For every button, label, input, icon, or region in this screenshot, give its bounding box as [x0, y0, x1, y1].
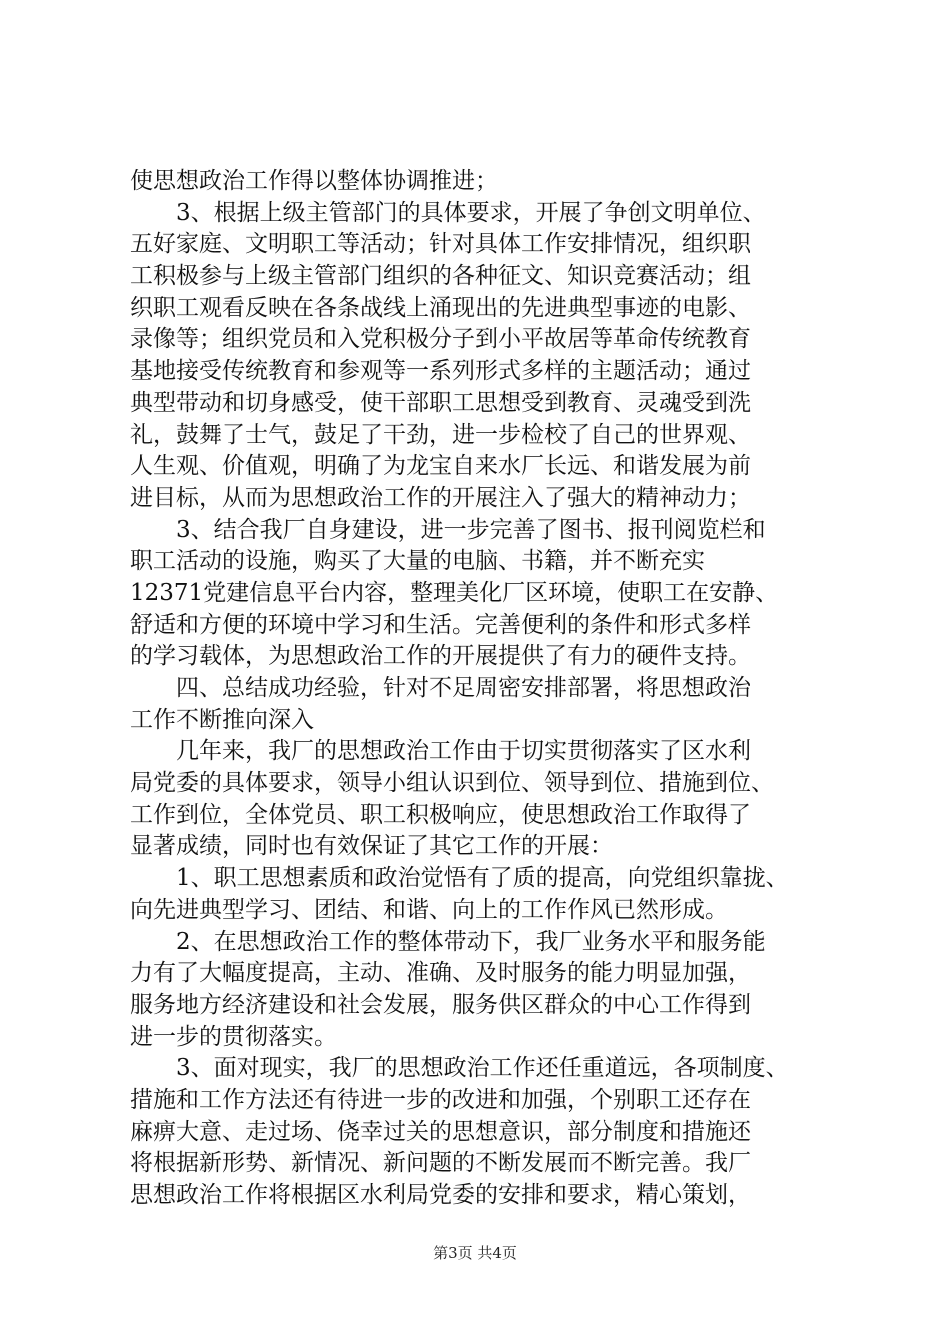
text-line: 3、面对现实，我厂的思想政治工作还任重道远，各项制度、 — [130, 1055, 789, 1082]
text-line: 局党委的具体要求，领导小组认识到位、领导到位、措施到位、 — [130, 770, 774, 797]
text-line: 四、总结成功经验，针对不足周密安排部署，将思想政治 — [130, 675, 751, 701]
text-line: 人生观、价值观，明确了为龙宝自来水厂长远、和谐发展为前 — [130, 453, 751, 480]
text-line: 显著成绩，同时也有效保证了其它工作的开展： — [130, 833, 613, 860]
text-line: 五好家庭、文明职工等活动；针对具体工作安排情况，组织职 — [130, 231, 751, 258]
text-line: 使思想政治工作得以整体协调推进； — [130, 168, 498, 194]
text-line: 几年来，我厂的思想政治工作由于切实贯彻落实了区水利 — [130, 738, 751, 765]
text-line: 12371党建信息平台内容，整理美化厂区环境，使职工在安静、 — [130, 579, 779, 606]
text-line: 3、根据上级主管部门的具体要求，开展了争创文明单位、 — [130, 199, 766, 226]
text-line: 典型带动和切身感受，使干部职工思想受到教育、灵魂受到洗 — [130, 389, 751, 416]
text-line: 思想政治工作将根据区水利局党委的安排和要求，精心策划， — [130, 1182, 751, 1208]
text-line: 麻痹大意、走过场、侥幸过关的思想意识，部分制度和措施还 — [130, 1118, 751, 1145]
text-line: 进一步的贯彻落实。 — [130, 1023, 337, 1050]
text-line: 2、在思想政治工作的整体带动下，我厂业务水平和服务能 — [130, 928, 766, 955]
text-line: 基地接受传统教育和参观等一系列形式多样的主题活动；通过 — [130, 358, 751, 385]
text-line: 1、职工思想素质和政治觉悟有了质的提高，向党组织靠拢、 — [130, 865, 789, 892]
text-line: 向先进典型学习、团结、和谐、向上的工作作风已然形成。 — [130, 896, 728, 923]
text-line: 舒适和方便的环境中学习和生活。完善便利的条件和形式多样 — [130, 611, 751, 638]
text-line: 织职工观看反映在各条战线上涌现出的先进典型事迹的电影、 — [130, 294, 751, 321]
text-line: 将根据新形势、新情况、新问题的不断发展而不断完善。我厂 — [130, 1150, 751, 1177]
text-line: 职工活动的设施，购买了大量的电脑、书籍，并不断充实 — [130, 548, 705, 575]
text-line: 录像等；组织党员和入党积极分子到小平故居等革命传统教育 — [130, 326, 751, 353]
text-line: 力有了大幅度提高，主动、准确、及时服务的能力明显加强， — [130, 960, 751, 987]
text-line: 工积极参与上级主管部门组织的各种征文、知识竞赛活动；组 — [130, 263, 751, 290]
text-line: 礼，鼓舞了士气，鼓足了干劲，进一步检校了自己的世界观、 — [130, 421, 751, 448]
text-line: 工作不断推向深入 — [130, 706, 314, 733]
text-line: 措施和工作方法还有待进一步的改进和加强，个别职工还存在 — [130, 1086, 751, 1113]
text-line: 进目标，从而为思想政治工作的开展注入了强大的精神动力； — [130, 484, 751, 511]
text-line: 工作到位，全体党员、职工积极响应，使思想政治工作取得了 — [130, 801, 751, 828]
body-text — [130, 166, 830, 1212]
text-line: 的学习载体，为思想政治工作的开展提供了有力的硬件支持。 — [130, 643, 751, 670]
text-line: 3、结合我厂自身建设，进一步完善了图书、报刊阅览栏和 — [130, 516, 766, 543]
page-footer: 第3页 共4页 — [433, 1244, 517, 1262]
text-line: 服务地方经济建设和社会发展，服务供区群众的中心工作得到 — [130, 991, 751, 1018]
